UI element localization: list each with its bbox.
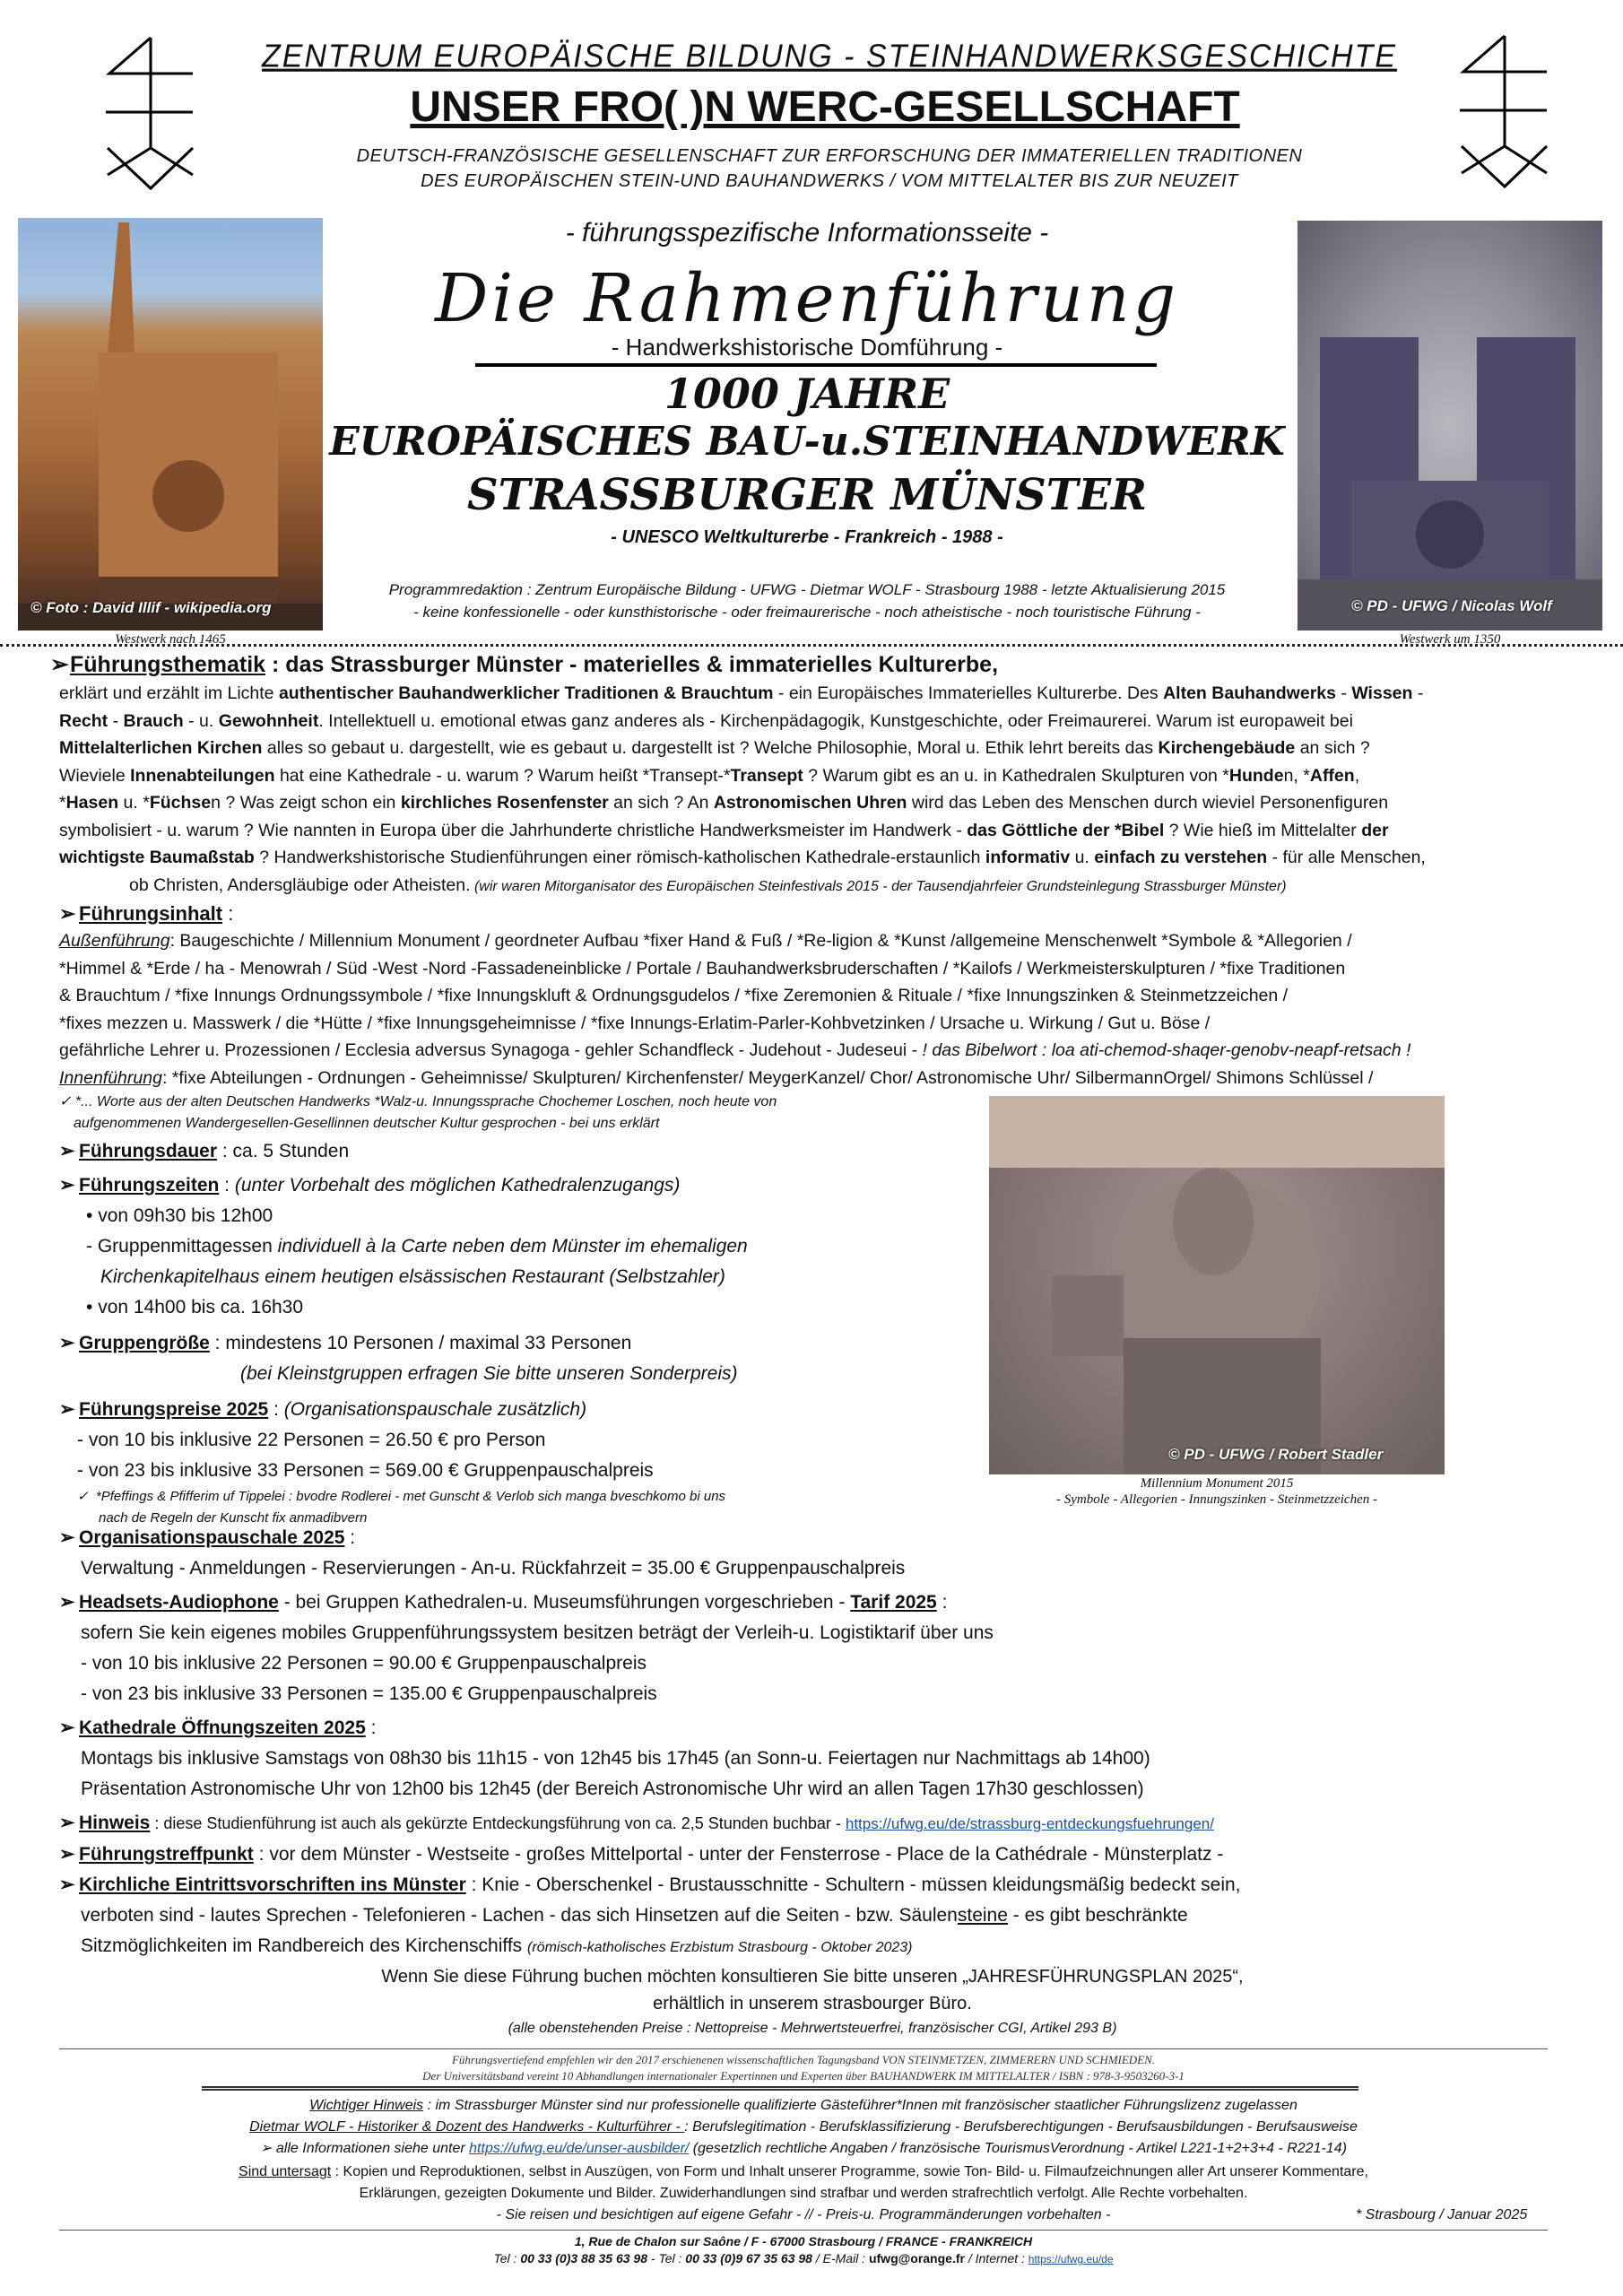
editorial-line-1: Programmredaktion : Zentrum Europäische Bildung - UFWG - Dietmar WOLF - Strasbourg 1988 - letzte Aktualisierung 2015 [388, 581, 1226, 598]
section-hinweis: ➢ Hinweis : diese Studienführung ist auch als gekürzte Entdeckungsführung von ca. 2,5 Stunden buchbar - https://ufwg.eu/de/strassburg-entdeckungsfuehrungen/ [59, 1808, 1584, 1839]
phone-1: 00 33 (0)3 88 35 63 98 [520, 2251, 647, 2266]
checkmark-icon: ✓ [59, 1094, 75, 1109]
booking-note: Wenn Sie diese Führung buchen möchten konsultieren Sie bitte unseren „JAHRESFÜHRUNGSPLAN 2025“, erhältlich in unserem strasbourger Büro. (alle obenstehenden Preise : Nettopreise - Mehrwertsteuerfrei, französischer CGI, Artikel 293 B) [59, 1963, 1566, 2040]
email-link[interactable]: ufwg@orange.fr [868, 2251, 965, 2266]
innen-label: Innenführung [59, 1067, 162, 1088]
section-label: Kirchliche Eintrittsvorschriften ins Münster [79, 1874, 466, 1895]
page-subtitle: - Handwerkshistorische Domführung - [611, 334, 1003, 361]
legal-notes: Wichtiger Hinweis : im Strassburger Münster sind nur professionelle qualifizierte Gästeführer*Innen mit französischer staatlicher Führungslizenz zugelassen Dietmar WOLF - Historiker & Dozent des Handwerks - Kulturführer - : Berufslegitimation - Berufsklassifizierung - Berufsberechtigungen - Berufsausbildungen - Berufsausweise ➢ alle Informationen siehe unter https://ufwg.eu/de/unser-ausbilder/ (gesetzlich rechtliche Angaben / französische TourismusVerordnung - Artikel L221-1+2+3+4 - R221-14) [249, 2098, 1358, 2156]
header-society-name: UNSER FRO( )N WERC-GESELLSCHAFT [410, 83, 1240, 131]
sculpture-illustration [989, 1096, 1445, 1474]
travel-disclaimer: - Sie reisen und besichtigen auf eigene Gefahr - // - Preis-u. Programmänderungen vorbehalten - [496, 2207, 1111, 2222]
section-thematik [50, 649, 1575, 900]
arrow-bullet-icon: ➢ [59, 1399, 75, 1420]
lunch-note: Kirchenkapitelhaus einem heutigen elsässischen Restaurant (Selbstzahler) [100, 1266, 725, 1287]
section-details: ➢ Führungsdauer : ca. 5 Stunden ➢ Führungszeiten : (unter Vorbehalt des möglichen Kathedralenzugangs) • von 09h30 bis 12h00 - Gruppenmittagessen individuell à la Carte neben dem Münster im ehemaligen Kirchenkapitelhaus einem heutigen elsässischen Restaurant (Selbstzahler) • von 14h00 bis ca. 16h30 ➢ Gruppengröße : mindestens 10 Personen / maximal 33 Personen (bei Kleinstgruppen erfragen Sie bitte unseren Sonderpreis) ➢ Führungspreise 2025 : (Organisationspauschale zusätzlich) - von 10 bis inklusive 22 Personen = 26.50 € pro Person - von 23 bis inklusive 33 Personen = 569.00 € Gruppenpauschalpreis ✓ *Pfeffings & Pfifferim uf Tippelei : bvodre Rodlerei - met Gunscht & Verlob sich manga bveschkomo bi uns nach de Regeln der Kunscht fix anmadibvern [59, 1136, 983, 1529]
monument-caption-detail: - Symbole - Allegorien - Innungszinken - Steinmetzzeichen - [1056, 1492, 1377, 1507]
section-treffpunkt: ➢ Führungstreffpunkt : vor dem Münster - Westseite - großes Mittelportal - unter der Fensterrose - Place de la Cathédrale - Münsterplatz - [59, 1839, 1584, 1870]
thematik-line: Mittelalterlichen Kirchen alles so gebaut u. dargestellt, wie es gebaut u. dargestellt ist ? Welche Philosophie, Moral u. Ethik lehrt bereits das Kirchengebäude an sich ? [59, 738, 1370, 758]
arrow-bullet-icon: ➢ [59, 1844, 75, 1865]
header-description [233, 144, 1426, 194]
copyright-notice: Sind untersagt : Kopien und Reproduktionen, selbst in Auszügen, von Form und Inhalt unserer Programme, sowie Ton- Bild- u. Filmaufzeichnungen aller Art unserer Kommentare, Erklärungen, gezeigten Dokumente und Bilder. Zuwiderhandlungen sind strafbar und werden strafrechtlich verfolgt. Alle Rechte vorbehalten. [239, 2164, 1368, 2201]
section-label: Headsets-Audiophone [79, 1592, 279, 1613]
arrow-bullet-icon: ➢ [260, 2141, 276, 2156]
section-label: Führungsthematik [70, 652, 266, 677]
unesco-note: - UNESCO Weltkulturerbe - Frankreich - 1988 - [611, 527, 1003, 547]
thematik-paragraph [59, 680, 1575, 872]
section-label: Gruppengröße [79, 1333, 210, 1353]
thematik-note: (wir waren Mitorganisator des Europäischen Steinfestivals 2015 - der Tausendjahrfeier Grundsteinlegung Strassburger Münster) [470, 878, 1287, 894]
aussen-line: *fixes mezzen u. Masswerk / die *Hütte / *fixe Innungsgeheimnisse / *fixe Innungs-Erlatim-Parler-Kohbvetzinken / Ursache u. Wirkung / Gut u. Böse / [59, 1013, 1211, 1033]
editorial-note [323, 578, 1291, 623]
aussen-line: : Baugeschichte / Millennium Monument / geordneter Aufbau *fixer Hand & Fuß / *Re-ligion & *Kunst /allgemeine Menschenwelt *Symbole & *Allegorien / [169, 931, 1352, 951]
section-label: Kathedrale Öffnungszeiten 2025 [79, 1718, 366, 1738]
phone-2: 00 33 (0)9 67 35 63 98 [685, 2251, 812, 2266]
aussen-label: Außenführung [59, 931, 170, 951]
section-dauer: ➢ Führungsdauer : ca. 5 Stunden [59, 1136, 983, 1167]
group-note: (bei Kleinstgruppen erfragen Sie bitte unseren Sonderpreis) [240, 1363, 738, 1384]
orga-value: Verwaltung - Anmeldungen - Reservierungen - An-u. Rückfahrzeit = 35.00 € Gruppenpauschalpreis [81, 1558, 906, 1578]
arrow-bullet-icon: ➢ [59, 1813, 75, 1833]
bibelwort: ! das Bibelwort : loa ati-chemod-shaqer-genobv-neapf-retsach ! [917, 1040, 1411, 1060]
photo-caption: Westwerk um 1350 [1399, 632, 1501, 647]
contact-block: 1, Rue de Chalon sur Saône / F - 67000 Strasbourg / FRANCE - FRANKREICH Tel : 00 33 (0)3 88 35 63 98 - Tel : 00 33 (0)9 67 35 63 98 / E-Mail : ufwg@orange.fr / Internet : https://ufwg.eu/de [59, 2233, 1548, 2268]
section-oeffnung: ➢ Kathedrale Öffnungszeiten 2025 : [59, 1713, 1584, 1744]
trainer-info-link[interactable]: https://ufwg.eu/de/unser-ausbilder/ [469, 2141, 690, 2156]
aussen-line: & Brauchtum / *fixe Innungs Ordnungssymbole / *fixe Innungskluft & Ordnungsgudelos / *fixe Zeremonien & Rituale / *fixe Innungszinken & Steinmetzzeichen / [59, 986, 1289, 1005]
title-divider [475, 363, 1157, 367]
thematik-line: Recht - Brauch - u. Gewohnheit. Intellektuell u. emotional etwas ganz anderes als - Kirchenpädagogik, Kunstgeschichte, oder Freimaurerei. Warum ist europaweit bei [59, 710, 1353, 731]
thematik-line: wichtigste Baumaßstab ? Handwerkshistorische Studienführungen einer römisch-katholischen Kathedrale-erstaunlich informativ u. einfach zu verstehen - für alle Menschen, [59, 848, 1426, 867]
section-gruppe: ➢ Gruppengröße : mindestens 10 Personen / maximal 33 Personen [59, 1328, 983, 1359]
section-label: Führungsinhalt [79, 902, 223, 925]
price-disclaimer: (alle obenstehenden Preise : Nettopreise - Mehrwertsteuerfrei, französischer CGI, Artikel 293 B) [508, 2021, 1117, 2036]
editorial-line-2: - keine konfessionelle - oder kunsthistorische - oder freimaurerische - noch atheistische - noch touristische Führung - [413, 604, 1201, 621]
section-orga: ➢ Organisationspauschale 2025 : [59, 1523, 1584, 1553]
aussen-line: gefährliche Lehrer u. Prozessionen / Ecclesia adversus Synagoga - gehler Schandfleck - Judehout - Judeseui - [59, 1040, 918, 1060]
document-date: * Strasbourg / Januar 2025 [1356, 2207, 1528, 2222]
page-tagline: - führungsspezifische Informationsseite - [565, 218, 1049, 248]
checkmark-icon: ✓ [77, 1489, 96, 1504]
page-title: Die Rahmenführung [435, 260, 1179, 337]
thematik-line: Wieviele Innenabteilungen hat eine Kathedrale - u. warum ? Warum heißt *Transept-*Transept ? Warum gibt es an u. in Kathedralen Skulpturen von *Hunden, *Affen, [59, 765, 1360, 786]
thematik-line: *Hasen u. *Füchsen ? Was zeigt schon ein kirchliches Rosenfenster an sich ? An Astronomischen Uhren wird das Leben des Menschen durch wieviel Personenfiguren [59, 793, 1389, 813]
thematik-line: symbolisiert - u. warum ? Wie nannten in Europa über die Jahrhunderte christliche Handwerksmeister im Handwerk - das Göttliche der *Bibel ? Wie hieß im Mittelalter der [59, 820, 1389, 840]
time-slot: von 14h00 bis ca. 16h30 [98, 1297, 304, 1318]
section-zeiten: ➢ Führungszeiten : (unter Vorbehalt des möglichen Kathedralenzugangs) [59, 1170, 983, 1201]
stonemason-mark-icon [1444, 25, 1551, 204]
arrow-bullet-icon: ➢ [59, 1527, 75, 1548]
time-slot: von 09h30 bis 12h00 [98, 1205, 273, 1226]
footer-double-divider [202, 2086, 1358, 2091]
section-label: Organisationspauschale 2025 [79, 1527, 345, 1548]
price-row: - von 23 bis inklusive 33 Personen = 135.00 € Gruppenpauschalpreis [81, 1683, 657, 1704]
cathedral-facade-illustration [18, 218, 323, 631]
photo-credit: © PD - UFWG / Robert Stadler [1168, 1446, 1384, 1463]
photo-credit: © Foto : David Illif - wikipedia.org [30, 599, 272, 616]
arrow-bullet-icon: ➢ [59, 1592, 75, 1613]
header-organization: ZENTRUM EUROPÄISCHE BILDUNG - STEINHANDWERKSGESCHICHTE [262, 39, 1397, 74]
section-label: Führungsdauer [79, 1141, 218, 1161]
bullet-icon: • [86, 1205, 99, 1226]
bullet-icon: • [86, 1297, 99, 1318]
monument-caption: Millennium Monument 2015 [1140, 1476, 1294, 1491]
section-label: Führungszeiten [79, 1175, 220, 1196]
header-description-line-1: DEUTSCH-FRANZÖSISCHE GESELLENSCHAFT ZUR ERFORSCHUNG DER IMMATERIELLEN TRADITIONEN [356, 146, 1303, 166]
price-row: - von 10 bis inklusive 22 Personen = 26.50 € pro Person [77, 1430, 546, 1450]
cathedral-drawing-illustration [1298, 221, 1602, 631]
section-lower: ➢ Organisationspauschale 2025 : Verwaltung - Anmeldungen - Reservierungen - An-u. Rückfahrzeit = 35.00 € Gruppenpauschalpreis ➢ Headsets-Audiophone - bei Gruppen Kathedralen-u. Museumsführungen vorgeschrieben - Tarif 2025 : sofern Sie kein eigenes mobiles Gruppenführungssystem besitzen beträgt der Verleih-u. Logistiktarif über uns - von 10 bis inklusive 22 Personen = 90.00 € Gruppenpauschalpreis - von 23 bis inklusive 33 Personen = 135.00 € Gruppenpauschalpreis ➢ Kathedrale Öffnungszeiten 2025 : Montags bis inklusive Samstags von 08h30 bis 11h15 - von 12h45 bis 17h45 (an Sonn-u. Feiertagen nur Nachmittags ab 14h00) Präsentation Astronomische Uhr von 12h00 bis 12h45 (der Bereich Astronomische Uhr wird an allen Tagen 17h30 geschlossen) ➢ Hinweis : diese Studienführung ist auch als gekürzte Entdeckungsführung von ca. 2,5 Stunden buchbar - https://ufwg.eu/de/strassburg-entdeckungsfuehrungen/ ➢ Führungstreffpunkt : vor dem Münster - Westseite - großes Mittelportal - unter der Fensterrose - Place de la Cathédrale - Münsterplatz - ➢ Kirchliche Eintrittsvorschriften ins Münster : Knie - Oberschenkel - Brustausschnitte - Schultern - müssen kleidungsmäßig bedeckt sein, verboten sind - lautes Sprechen - Telefonieren - Lachen - das sich Hinsetzen auf die Seiten - bzw. Säulensteine - es gibt beschränkte Sitzmöglichkeiten im Randbereich des Kirchenschiffs (römisch-katholisches Erzbistum Strasbourg - Oktober 2023) Wenn Sie diese Führung buchen möchten konsultieren Sie bitte unseren „JAHRESFÜHRUNGSPLAN 2025“, erhältlich in unserem strasbourger Büro. (alle obenstehenden Preise : Nettopreise - Mehrwertsteuerfrei, französischer CGI, Artikel 293 B) [59, 1523, 1584, 2040]
book-recommendation: Führungsvertiefend empfehlen wir den 2017 erschienenen wissenschaftlichen Tagungsband VON STEINMETZEN, ZIMMERERN UND SCHMIEDEN. Der Universitätsband vereint 10 Abhandlungen internationaler Expertinnen und Experten über BAUHANDWERK IM MITTELALTER / ISBN : 978-3-9503260-3-1 [422, 2053, 1185, 2083]
section-headline: : das Strassburger Münster - materielles & immaterielles Kulturerbe, [265, 652, 999, 677]
discovery-tour-link[interactable]: https://ufwg.eu/de/strassburg-entdeckungsfuehrungen/ [845, 1815, 1214, 1832]
website-link[interactable]: https://ufwg.eu/de [1028, 2253, 1114, 2266]
address: 1, Rue de Chalon sur Saône / F - 67000 Strasbourg / FRANCE - FRANKREICH [574, 2234, 1033, 2248]
arrow-bullet-icon: ➢ [59, 1718, 75, 1738]
stonemason-mark-icon [90, 27, 197, 206]
section-vorschriften: ➢ Kirchliche Eintrittsvorschriften ins Münster : Knie - Oberschenkel - Brustausschnitte - Schultern - müssen kleidungsmäßig bedeckt sein, [59, 1870, 1584, 1900]
language-note: *... Worte aus der alten Deutschen Handwerks *Walz-u. Innungssprache Chochemer Loschen, noch heute von [74, 1094, 777, 1109]
headline-1000-jahre: 1000 JAHRE [664, 370, 950, 418]
arrow-bullet-icon: ➢ [59, 1874, 75, 1895]
price-row: - von 23 bis inklusive 33 Personen = 569.00 € Gruppenpauschalpreis [77, 1460, 654, 1481]
arrow-bullet-icon: ➢ [59, 1333, 75, 1353]
headline-bauhandwerk: EUROPÄISCHES BAU-u.STEINHANDWERK [329, 419, 1285, 465]
photo-caption: Westwerk nach 1465 [115, 632, 226, 647]
arrow-bullet-icon: ➢ [59, 902, 76, 925]
header-description-line-2: DES EUROPÄISCHEN STEIN-UND BAUHANDWERKS / VOM MITTELALTER BIS ZUR NEUZEIT [421, 171, 1238, 191]
arrow-bullet-icon: ➢ [59, 1175, 75, 1196]
arrow-bullet-icon: ➢ [50, 652, 69, 677]
innen-line: : *fixe Abteilungen - Ordnungen - Geheimnisse/ Skulpturen/ Kirchenfenster/ MeygerKanzel/ Chor/ Astronomische Uhr/ SilbermannOrgel/ Shimons Schlüssel / [161, 1067, 1374, 1088]
section-label: Führungspreise 2025 [79, 1399, 269, 1420]
thematik-last-line: ob Christen, Andersgläubige oder Atheisten. [129, 874, 471, 895]
arrow-bullet-icon: ➢ [59, 1141, 75, 1161]
footer-divider [59, 2048, 1548, 2049]
thematik-line: erklärt und erzählt im Lichte authentischer Bauhandwerklicher Traditionen & Brauchtum - ein Europäisches Immaterielles Kulturerbe. Des Alten Bauhandwerks - Wissen - [59, 683, 1424, 703]
price-row: - von 10 bis inklusive 22 Personen = 90.00 € Gruppenpauschalpreis [81, 1653, 647, 1674]
photo-credit: © PD - UFWG / Nicolas Wolf [1351, 597, 1552, 614]
aussen-line: *Himmel & *Erde / ha - Menowrah / Süd -West -Nord -Fassadeneinblicke / Portale / Bauhandwerksbruderschaften / *Kailofs / Werkmeisterskulpturen / *fixe Traditionen [59, 958, 1346, 978]
photo-strasbourg-westwerk-1465 [18, 218, 323, 631]
footer-divider [59, 2230, 1548, 2231]
section-label: Führungstreffpunkt [79, 1844, 254, 1865]
photo-strasbourg-westwerk-1350 [1298, 221, 1602, 631]
photo-millennium-monument [989, 1096, 1445, 1474]
section-inhalt: ➢ Führungsinhalt : Außenführung: Baugeschichte / Millennium Monument / geordneter Aufbau *fixer Hand & Fuß / *Re-ligion & *Kunst /allgemeine Menschenwelt *Symbole & *Allegorien / *Himmel & *Erde / ha - Menowrah / Süd -West -Nord -Fassadeneinblicke / Portale / Bauhandwerksbruderschaften / *Kailofs / Werkmeisterskulpturen / *fixe Traditionen & Brauchtum / *fixe Innungs Ordnungssymbole / *fixe Innungskluft & Ordnungsgudelos / *fixe Zeremonien & Rituale / *fixe Innungszinken & Steinmetzzeichen / *fixes mezzen u. Masswerk / die *Hütte / *fixe Innungsgeheimnisse / *fixe Innungs-Erlatim-Parler-Kohbvetzinken / Ursache u. Wirkung / Gut u. Böse / gefährliche Lehrer u. Prozessionen / Ecclesia adversus Synagoga - gehler Schandfleck - Judehout - Judeseui - ! das Bibelwort : loa ati-chemod-shaqer-genobv-neapf-retsach ! Innenführung: *fixe Abteilungen - Ordnungen - Geheimnisse/ Skulpturen/ Kirchenfenster/ MeygerKanzel/ Chor/ Astronomische Uhr/ SilbermannOrgel/ Shimons Schlüssel / ✓ *... Worte aus der alten Deutschen Handwerks *Walz-u. Innungssprache Chochemer Loschen, noch heute von aufgenommenen Wandergesellen-Gesellinnen deutscher Kultur gesprochen - bei uns erklärt [59, 900, 1575, 1135]
dotted-divider [0, 644, 1623, 647]
headline-muenster: STRASSBURGER MÜNSTER [466, 470, 1147, 520]
section-label: Hinweis [79, 1813, 151, 1833]
section-preise: ➢ Führungspreise 2025 : (Organisationspauschale zusätzlich) [59, 1395, 983, 1425]
language-note-cont: aufgenommenen Wandergesellen-Gesellinnen deutscher Kultur gesprochen - bei uns erklärt [74, 1116, 660, 1131]
section-headsets: ➢ Headsets-Audiophone - bei Gruppen Kathedralen-u. Museumsführungen vorgeschrieben - Tarif 2025 : [59, 1587, 1584, 1618]
